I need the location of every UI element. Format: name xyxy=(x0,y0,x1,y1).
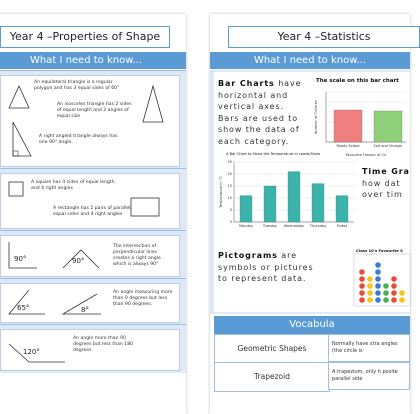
pictogram-symbol xyxy=(375,290,381,296)
acute-note: An angle measuring more than 0 degrees but less than 90 degrees. xyxy=(113,290,173,307)
vocabulary-bar: Vocabula xyxy=(214,316,410,334)
pictogram-symbol xyxy=(383,283,389,289)
acute-angles-row xyxy=(0,278,186,325)
right-angles-row xyxy=(0,230,186,279)
triangles-cell xyxy=(0,75,180,167)
chart3-title: Class 10's Favourite S xyxy=(356,248,403,253)
obtuse-angles-cell xyxy=(0,329,180,371)
vocab-term-1: Geometric Shapes xyxy=(214,334,330,364)
pictogram-symbol xyxy=(367,290,373,296)
temperature-bar-3 xyxy=(288,172,300,222)
vocab-definition-1: Normally have stra angles (the circle is xyxy=(328,334,410,362)
temperature-bar-4 xyxy=(312,184,324,222)
pictogram-symbol xyxy=(383,290,389,296)
rectangle-note: A rectangle has 2 pairs of parallel, equal sides and 4 right angles xyxy=(53,206,132,217)
temp-tick-4: 20 xyxy=(227,172,232,176)
bar-charts-text xyxy=(218,78,306,147)
pictogram-symbol xyxy=(367,283,373,289)
shape-sheet-title: Year 4 –Properties of Shape xyxy=(0,26,170,48)
triangles-row xyxy=(0,70,186,169)
flavour-bar-chart xyxy=(312,88,410,158)
pictogram-symbol xyxy=(367,297,373,303)
flavour-bar-1 xyxy=(334,110,362,142)
pictogram-symbol xyxy=(391,297,397,303)
equilateral-note: An equilateral triangle is a regular polygon and has 3 equal sides of 60° xyxy=(34,80,120,91)
temperature-bar-5 xyxy=(336,196,348,222)
pictogram-symbol xyxy=(399,297,405,303)
time-graphs-text xyxy=(362,166,410,201)
pictogram-symbol xyxy=(375,297,381,303)
temperature-ylabel: Temperature in °C xyxy=(219,176,223,208)
pictogram-chart xyxy=(354,254,410,306)
temperature-category-1: Monday xyxy=(239,224,253,228)
isosceles-note: An isosceles triangle has 2 sides of equal length and 2 angles of equal size xyxy=(57,102,132,119)
statistics-sheet xyxy=(210,14,410,414)
pictogram-symbol xyxy=(359,290,365,296)
temperature-category-2: Tuesday xyxy=(262,224,278,228)
temp-tick-5: 25 xyxy=(227,160,232,164)
right-angles-cell xyxy=(0,235,180,277)
angle-label-1: 90° xyxy=(14,255,27,263)
time-graphs-term: Time Gra xyxy=(362,167,410,176)
statistics-body xyxy=(210,70,410,314)
temp-tick-1: 5 xyxy=(229,208,232,212)
flavour-category-1: Ready Salted xyxy=(336,144,360,148)
pictogram-symbol xyxy=(359,269,365,275)
temp-tick-0: 0 xyxy=(229,220,232,224)
statistics-panel xyxy=(214,72,410,312)
shape-need-to-know-bar: What I need to know... xyxy=(0,52,186,69)
temp-tick-3: 15 xyxy=(227,184,232,188)
pictogram-symbol xyxy=(375,276,381,282)
square-note: A square has 4 sides of equal length and 4 right angles xyxy=(31,180,115,191)
obtuse-angles-row xyxy=(0,324,186,373)
pictogram-symbol xyxy=(391,283,397,289)
pictogram-symbol xyxy=(391,290,397,296)
flavour-bar-2 xyxy=(374,111,402,142)
chart1-title: The scale on this bar chart xyxy=(316,78,399,84)
statistics-need-to-know-bar: What I need to know... xyxy=(210,52,410,69)
properties-of-shape-sheet xyxy=(0,14,186,414)
pictogram-symbol xyxy=(367,276,373,282)
pictogram-symbol xyxy=(375,262,381,268)
vocab-term-2: Trapezoid xyxy=(214,362,330,392)
temperature-bar-chart xyxy=(218,158,360,236)
pictogram-symbol xyxy=(375,269,381,275)
pictogram-symbol xyxy=(375,283,381,289)
flavour-category-2: Salt and Vinegar xyxy=(373,144,403,148)
pictogram-symbol xyxy=(391,276,397,282)
temperature-category-5: Friday xyxy=(336,224,348,228)
angle-label-5: 120° xyxy=(23,348,40,356)
temperature-bar-1 xyxy=(240,196,252,222)
flavour-ylabel: Number of Children xyxy=(314,99,318,135)
quadrilaterals-cell xyxy=(0,173,180,229)
flavour-xlabel: Favourite Flavour of Cri xyxy=(345,153,387,157)
pictogram-symbol xyxy=(359,283,365,289)
angle-label-3: 65° xyxy=(17,304,30,312)
temperature-category-3: Wednesday xyxy=(283,224,305,228)
angle-label-4: 8° xyxy=(81,306,89,314)
chart2-title: A Bar Chart to Show the Temperature in Leeds/Sines xyxy=(226,152,321,156)
pictograms-term: Pictograms xyxy=(218,251,278,260)
right-triangle-note: A right angled triangle always has one 90° angle. xyxy=(39,134,118,145)
bar-charts-description: have horizontal and vertical axes. Bars are used to show the data of each category. xyxy=(218,79,302,146)
temperature-bar-2 xyxy=(264,186,276,222)
pictogram-symbol xyxy=(399,290,405,296)
angle-label-2: 90° xyxy=(72,257,85,265)
acute-angles-cell xyxy=(0,283,180,323)
pictogram-symbol xyxy=(359,297,365,303)
bar-charts-term: Bar Charts xyxy=(218,79,275,88)
statistics-sheet-title: Year 4 –Statistics xyxy=(228,26,420,48)
pictograms-description: are symbols or pictures to represent data. xyxy=(218,251,314,283)
pictogram-symbol xyxy=(359,276,365,282)
pictogram-symbol xyxy=(383,297,389,303)
quadrilaterals-row xyxy=(0,168,186,231)
perpendicular-note: The intersection of perpendicular lines creates a right angle which is always 90° xyxy=(113,244,161,267)
pictograms-text xyxy=(218,250,318,285)
time-graphs-description: how dat over tim xyxy=(362,178,403,199)
obtuse-note: An angle more than 90 degrees but less than 180 degrees xyxy=(73,336,134,353)
temp-tick-2: 10 xyxy=(227,196,232,200)
vocab-definition-2: A trapezium, only h posite parallel side xyxy=(328,362,410,390)
temperature-category-4: Thursday xyxy=(309,224,327,228)
